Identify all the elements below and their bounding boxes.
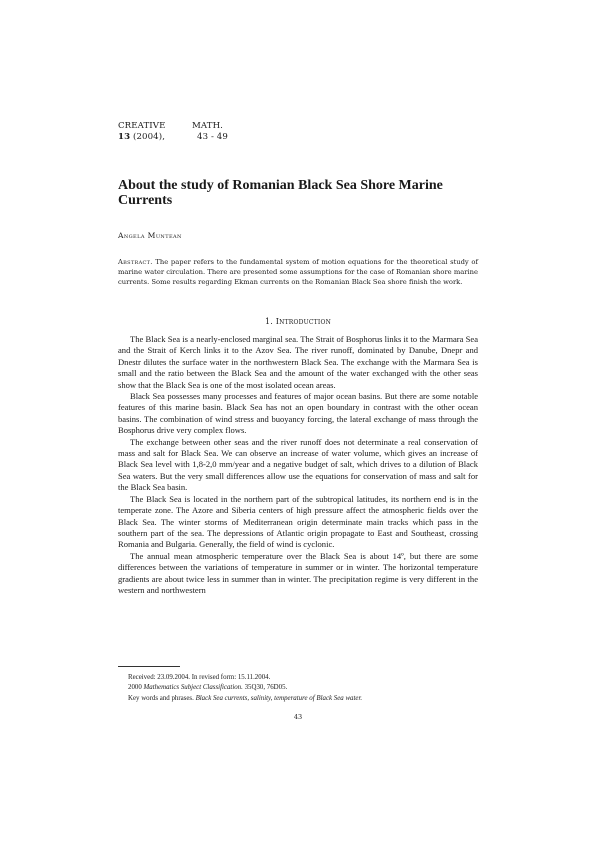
msc-codes: 35Q30, 76D05.: [244, 684, 288, 692]
body-paragraph: The exchange between other seas and the river runoff does not determinate a real conservation of mass and salt for Black Sea. We can observe an increase of water volume, which gives an increase of Black Sea level with 1,8-2,0 mm/year and a negative budget of salt, which drives to a dilution of Black Sea waters. But the very small differences allow use the equations for conservation of mass and salt for the Black Sea basin.: [118, 436, 478, 493]
keywords: [128, 694, 478, 704]
footnote-divider: [118, 666, 180, 667]
body-paragraph: The Black Sea is a nearly-enclosed marginal sea. The Strait of Bosphorus links it to the Marmara Sea and the Strait of Kerch links it to the Azov Sea. The river runoff, dominated by Danube, Dnepr and Dnestr dilutes the surface water in the northwestern Black Sea. The exchange with the Marmara Sea is small and the ratio between the Black Sea and the amount of the water exchanged with the other seas show that the Black Sea is one of the most isolated ocean areas.: [118, 334, 478, 390]
body-paragraph: The Black Sea is located in the northern part of the subtropical latitudes, its northern end is in the temperate zone. The Azore and Siberia centers of high pressure affect the atmospheric fields over the Black Sea. The winter storms of Mediterranean origin determinate main tracks which pass in the southern part of the sea. The depressions of Atlantic origin propagate to East and Southeast, crossing Romania and Bulgaria. Generally, the field of wind is cyclonic.: [118, 493, 478, 550]
journal-volume: 13: [118, 132, 131, 142]
received-dates: Received: 23.09.2004. In revised form: 15.11.2004.: [128, 674, 271, 681]
msc-year: 2000: [128, 684, 142, 692]
body-paragraph: Black Sea possesses many processes and features of major ocean basins. But there are some notable features of this marine basin. Black Sea has not an open boundary in contrast with the other ocean basins. The combination of wind stress and buoyancy forcing, the lateral exchange of mass through the Bosphorus drive very complex flows.: [118, 391, 478, 436]
abstract-label: Abstract.: [118, 258, 153, 266]
keywords-label: Key words and phrases.: [128, 694, 194, 702]
section-heading: [118, 317, 478, 326]
section-number: 1.: [264, 317, 274, 326]
msc-classification: [128, 683, 478, 693]
abstract-text: The paper refers to the fundamental system of motion equations for the theoretical study of marine water circulation. There are presented some assumptions for the case of Romanian shore marine currents. Some results regarding Ekman currents on the Romanian Black Sea shore finish the work.: [118, 258, 478, 287]
paper-title: About the study of Romanian Black Sea Shore Marine Currents: [118, 178, 443, 208]
page-number: 43: [293, 713, 303, 721]
journal-name-left: CREATIVE: [118, 121, 166, 131]
keywords-text: Black Sea currents, salinity, temperature of Black Sea water.: [195, 694, 363, 702]
journal-name-right: MATH.: [192, 121, 223, 131]
footnotes: [128, 673, 478, 704]
msc-label: Mathematics Subject Classification.: [143, 684, 243, 692]
author-name: Angela Muntean: [118, 231, 182, 240]
journal-volume-year: [118, 132, 192, 143]
section-title: Introduction: [275, 317, 332, 326]
journal-year: (2004),: [133, 132, 166, 142]
body-paragraph: The annual mean atmospheric temperature over the Black Sea is about 14º, but there are some differences between the variations of temperature in summer or in winter. The horizontal temperature gradients are about twice less in summer than in winter. The precipitation regime is very different in the western and northwestern: [118, 550, 478, 595]
journal-pages: 43 - 49: [197, 132, 228, 142]
abstract: [118, 257, 478, 287]
journal-header: [118, 121, 278, 143]
body-text: [118, 334, 478, 596]
